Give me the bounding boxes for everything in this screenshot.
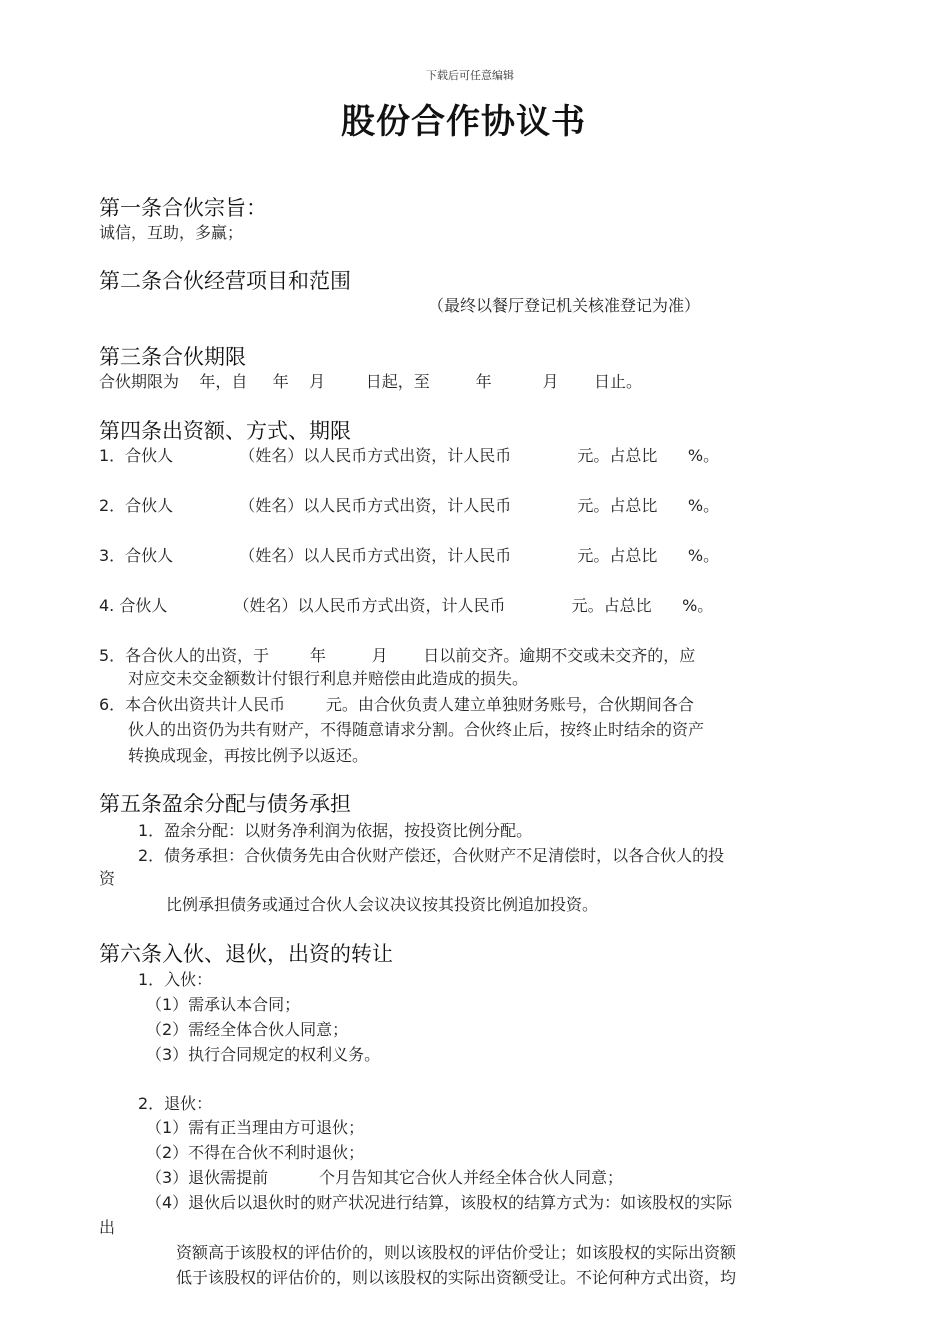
section-4-item-2: 2．合伙人 （姓名）以人民币方式出资，计人民币 元。占总比 %。 bbox=[99, 496, 720, 515]
section-3-heading: 第三条合伙期限 bbox=[99, 345, 246, 369]
section-4-item-6-cont-1: 伙人的出资仍为共有财产，不得随意请求分割。合伙终止后，按终止时结余的资产 bbox=[128, 720, 705, 739]
section-6-quit-item-1: （1）需有正当理由方可退伙； bbox=[146, 1118, 365, 1137]
section-6-heading: 第六条入伙、退伙，出资的转让 bbox=[99, 942, 393, 966]
section-6-join-item-2: （2）需经全体合伙人同意； bbox=[146, 1020, 349, 1039]
section-4-item-1: 1．合伙人 （姓名）以人民币方式出资，计人民币 元。占总比 %。 bbox=[99, 446, 720, 465]
section-6-quit-item-4: （4）退伙后以退伙时的财产状况进行结算，该股权的结算方式为：如该股权的实际 bbox=[146, 1193, 733, 1212]
section-5-item-1: 1．盈余分配：以财务净利润为依据，按投资比例分配。 bbox=[138, 821, 533, 840]
section-6-quit-item-3: （3）退伙需提前 个月告知其它合伙人并经全体合伙人同意； bbox=[146, 1168, 624, 1187]
section-4-item-5-cont: 对应交未交金额数计付银行利息并赔偿由此造成的损失。 bbox=[128, 669, 529, 688]
section-6-join-item-1: （1）需承认本合同； bbox=[146, 995, 301, 1014]
section-6-join-item-3: （3）执行合同规定的权利义务。 bbox=[146, 1045, 381, 1064]
section-5-item-2: 2．债务承担：合伙债务先由合伙财产偿还，合伙财产不足清偿时，以各合伙人的投 bbox=[138, 846, 725, 865]
section-6-quit-item-4-wrap: 出 bbox=[99, 1218, 116, 1237]
section-4-item-3: 3．合伙人 （姓名）以人民币方式出资，计人民币 元。占总比 %。 bbox=[99, 546, 720, 565]
section-6-quit-label: 2．退伙： bbox=[138, 1094, 213, 1113]
section-4-heading: 第四条出资额、方式、期限 bbox=[99, 419, 351, 443]
section-2-note: （最终以餐厅登记机关核准登记为准） bbox=[428, 296, 701, 315]
section-5-heading: 第五条盈余分配与债务承担 bbox=[99, 792, 351, 816]
header-note: 下载后可任意编辑 bbox=[426, 69, 514, 82]
section-6-quit-item-4-cont-2: 低于该股权的评估价的，则以该股权的实际出资额受让。不论何种方式出资，均 bbox=[176, 1268, 737, 1287]
section-5-item-2-wrap: 资 bbox=[99, 869, 116, 888]
section-1-heading: 第一条合伙宗旨： bbox=[99, 196, 267, 220]
section-6-quit-item-4-cont-1: 资额高于该股权的评估价的，则以该股权的评估价受让；如该股权的实际出资额 bbox=[176, 1243, 737, 1262]
section-3-text: 合伙期限为 年，自 年 月 日起，至 年 月 日止。 bbox=[99, 372, 643, 391]
section-6-quit-item-2: （2）不得在合伙不利时退伙； bbox=[146, 1143, 365, 1162]
section-2-heading: 第二条合伙经营项目和范围 bbox=[99, 269, 351, 293]
section-4-item-4: 4. 合伙人 （姓名）以人民币方式出资，计人民币 元。占总比 %。 bbox=[99, 596, 714, 615]
section-4-item-6-cont-2: 转换成现金，再按比例予以返还。 bbox=[128, 746, 369, 765]
section-5-item-2-cont: 比例承担债务或通过合伙人会议决议按其投资比例追加投资。 bbox=[166, 895, 599, 914]
section-4-item-6: 6．本合伙出资共计人民币 元。由合伙负责人建立单独财务账号，合伙期间各合 bbox=[99, 695, 694, 714]
section-4-item-5: 5．各合伙人的出资，于 年 月 日以前交齐。逾期不交或未交齐的，应 bbox=[99, 646, 696, 665]
document-title: 股份合作协议书 bbox=[341, 102, 586, 142]
section-6-join-label: 1．入伙： bbox=[138, 970, 213, 989]
section-1-text: 诚信，互助，多赢； bbox=[99, 223, 244, 242]
